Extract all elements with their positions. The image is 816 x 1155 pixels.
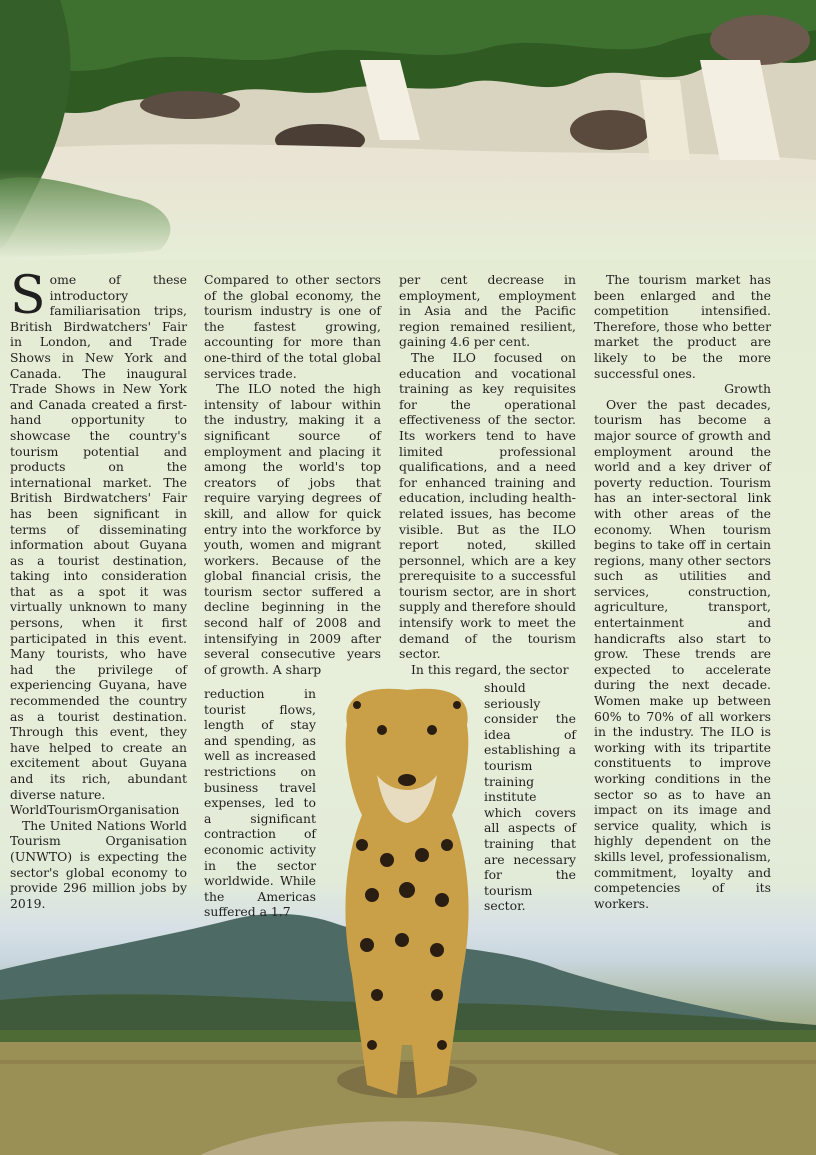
section-heading: Growth xyxy=(724,381,771,397)
section-heading: WorldTourismOrganisation xyxy=(10,802,180,818)
drop-cap: S xyxy=(10,266,46,326)
paragraph: The ILO focused on education and vocational training as key requisites for the operational effectiveness of the sector. Its workers tend to have limited professional qualifications, and a need for enhanced training and education, including health-related issues, has become visible. But as the ILO report noted, skilled personnel, which are a key prerequisite to a successful tourism sector, are in short supply and therefore should intensify work to meet the demand of the tourism sector. xyxy=(399,349,576,662)
paragraph: should seriously consider the idea of establishing a tourism training institute which covers all aspects of training that are necessary for the tourism sector. xyxy=(484,680,576,914)
article-column-4 xyxy=(594,272,771,911)
paragraph: Over the past decades, tourism has become a major source of growth and employment around the world and a key driver of poverty reduction. Tourism has an inter-sectoral link with other areas of the economy. When tourism begins to take off in certain regions, many other sectors such as utilities and services, construction, agriculture, transport, entertainment and handicrafts also start to grow. These trends are expected to accelerate during the next decade. Women make up between 60% to 70% of all workers in the industry. The ILO is working with its tripartite constituents to improve working conditions in the sector so as to have an impact on its image and service quality, which is highly dependent on the skills level, professionalism, commitment, loyalty and competencies of its workers. xyxy=(594,396,771,911)
article-column-3-wrap xyxy=(484,680,576,914)
paragraph: Compared to other sectors of the global economy, the tourism industry is one of the fastest growing, accounting for more than one-third of the total global services trade. xyxy=(204,272,381,381)
paragraph: ome of these introductory familiarisation trips, British Birdwatchers' Fair in London, and Trade Shows in New York and Canada. The inaugural Trade Shows in New York and Canada created a first-hand opportunity to showcase the country's tourism potential and products on the international market. The British Birdwatchers' Fair has been significant in terms of disseminating information about Guyana as a tourist destination, taking into consideration that as a spot it was virtually unknown to many persons, when it first participated in this event. Many tourists, who have had the privilege of experiencing Guyana, have recommended the country as a tourist destination. Through this event, they have helped to create an excitement about Guyana and its rich, abundant diverse nature. xyxy=(10,272,187,802)
article-column-1 xyxy=(10,266,187,911)
paragraph: In this regard, the sector xyxy=(411,661,569,677)
paragraph: The United Nations World Tourism Organisation (UNWTO) is expecting the sector's global economy to provide 296 million jobs by 2019. xyxy=(10,817,187,911)
article-column-2-wrap xyxy=(204,686,316,920)
waterfall-photo xyxy=(0,0,816,260)
paragraph: The ILO noted the high intensity of labour within the industry, making it a significant source of employment and placing it among the world's top creators of jobs that require varying degrees of skill, and allow for quick entry into the workforce by youth, women and migrant workers. Because of the global financial crisis, the tourism sector suffered a decline beginning in the second half of 2008 and intensifying in 2009 after several consecutive years of growth. A sharp xyxy=(204,381,381,677)
jaguar-image xyxy=(322,685,492,1115)
paragraph: per cent decrease in employment, employment in Asia and the Pacific region remained resilient, gaining 4.6 per cent. xyxy=(399,272,576,350)
paragraph: The tourism market has been enlarged and the competition intensified. Therefore, those who better market the product are likely to be the more successful ones. xyxy=(594,272,771,381)
article-column-2 xyxy=(204,272,381,677)
article-column-3 xyxy=(399,272,576,677)
paragraph: reduction in tourist flows, length of stay and spending, as well as increased restrictions on business travel expenses, led to a significant contraction of economic activity in the sector worldwide. While the Americas suffered a 1.7 xyxy=(204,686,316,920)
